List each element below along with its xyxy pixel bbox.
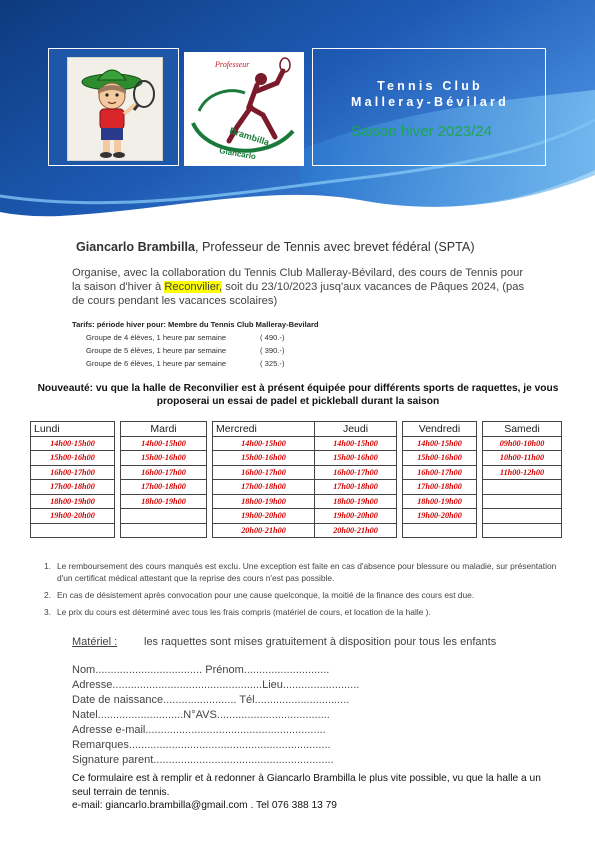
time-slot: 18h00-19h00 xyxy=(403,494,477,509)
tarif-price: ( 390.-) xyxy=(260,346,285,355)
schedule-table xyxy=(30,421,562,538)
tarif-item xyxy=(86,333,285,342)
time-slot: 14h00-15h00 xyxy=(31,436,115,451)
professor-logo-panel xyxy=(184,52,304,166)
tarifs-title: Tarifs: période hiver pour: Membre du Tennis Club Malleray-Bevilard xyxy=(72,320,319,329)
time-slot: 15h00-16h00 xyxy=(403,451,477,466)
time-slot xyxy=(483,480,562,495)
closing-text: Ce formulaire est à remplir et à redonner à Giancarlo Brambilla le plus vite possible, vu que la halle a un seul terrain de tennis. xyxy=(72,773,541,798)
rule-number: 1. xyxy=(44,561,51,571)
club-name-line2: Malleray-Bévilard xyxy=(351,95,509,109)
schedule-row xyxy=(31,451,562,466)
day-header: Samedi xyxy=(483,422,562,437)
materiel-label: Matériel : xyxy=(72,636,118,648)
rule-text: Le remboursement des cours manqués est exclu. Une exception est faite en cas d'absence pour blessure ou maladie, sur présentation d'un certificat médical attestant que la reprise des cours n'est pas possible. xyxy=(57,561,557,583)
time-slot xyxy=(121,509,207,524)
club-title-panel xyxy=(312,48,546,166)
time-slot: 17h00-18h00 xyxy=(31,480,115,495)
materiel-text: les raquettes sont mises gratuitement à disposition pour tous les enfants xyxy=(144,636,497,648)
day-header: Jeudi xyxy=(315,422,397,437)
form-field-signature[interactable]: Signature parent........................................................... xyxy=(72,754,334,766)
season-label: Saison hiver 2023/24 xyxy=(351,123,492,140)
news-announcement: Nouveauté: vu que la halle de Reconvilier est à présent équipée pour différents sports de raquettes, je vous proposerai un essai de padel et pickleball durant la saison xyxy=(37,383,559,407)
schedule-row xyxy=(31,523,562,538)
form-field-name[interactable]: Nom................................... Prénom............................ xyxy=(72,664,330,676)
day-header: Mardi xyxy=(121,422,207,437)
tarif-item xyxy=(86,359,285,368)
logo-text-arc2: Giancarlo xyxy=(218,146,257,162)
instructor-line xyxy=(76,240,475,254)
form-field-natel[interactable]: Natel............................N°AVS..................................... xyxy=(72,709,330,721)
time-slot: 17h00-18h00 xyxy=(213,480,315,495)
instructor-name: Giancarlo Brambilla xyxy=(76,240,195,254)
time-slot: 16h00-17h00 xyxy=(403,465,477,480)
time-slot xyxy=(483,523,562,538)
time-slot: 14h00-15h00 xyxy=(121,436,207,451)
club-name-line1: Tennis Club xyxy=(377,79,483,93)
time-slot: 19h00-20h00 xyxy=(403,509,477,524)
rule-item xyxy=(44,589,562,601)
time-slot: 18h00-19h00 xyxy=(213,494,315,509)
location-highlight: Reconvilier, xyxy=(164,281,223,293)
time-slot: 20h00-21h00 xyxy=(213,523,315,538)
time-slot: 18h00-19h00 xyxy=(121,494,207,509)
tarif-item xyxy=(86,346,285,355)
time-slot: 11h00-12h00 xyxy=(483,465,562,480)
schedule-row xyxy=(31,465,562,480)
time-slot: 17h00-18h00 xyxy=(315,480,397,495)
rule-text: Le prix du cours est déterminé avec tous les frais compris (matériel de cours, et location de la halle ). xyxy=(57,607,431,617)
time-slot: 18h00-19h00 xyxy=(31,494,115,509)
tarif-price: ( 325.-) xyxy=(260,359,285,368)
cartoon-logo-panel xyxy=(48,48,179,166)
time-slot: 16h00-17h00 xyxy=(213,465,315,480)
schedule-row xyxy=(31,494,562,509)
tarif-label: Groupe de 5 élèves, 1 heure par semaine xyxy=(86,346,227,355)
time-slot xyxy=(121,523,207,538)
form-field-birthdate[interactable]: Date de naissance........................ Tél............................... xyxy=(72,694,350,706)
day-header: Vendredi xyxy=(403,422,477,437)
time-slot: 15h00-16h00 xyxy=(213,451,315,466)
time-slot: 16h00-17h00 xyxy=(31,465,115,480)
rule-number: 2. xyxy=(44,590,51,600)
time-slot: 15h00-16h00 xyxy=(121,451,207,466)
instructor-role: , Professeur de Tennis avec brevet fédéral (SPTA) xyxy=(194,240,475,254)
time-slot: 14h00-15h00 xyxy=(213,436,315,451)
time-slot: 10h00-11h00 xyxy=(483,451,562,466)
time-slot: 14h00-15h00 xyxy=(403,436,477,451)
time-slot: 09h00-10h00 xyxy=(483,436,562,451)
day-header: Lundi xyxy=(31,422,115,437)
tarif-label: Groupe de 4 élèves, 1 heure par semaine xyxy=(86,333,227,342)
time-slot xyxy=(31,523,115,538)
time-slot: 16h00-17h00 xyxy=(121,465,207,480)
time-slot xyxy=(483,509,562,524)
schedule-row xyxy=(31,436,562,451)
time-slot xyxy=(403,523,477,538)
form-field-address[interactable]: Adresse.................................................Lieu......................... xyxy=(72,679,360,691)
time-slot: 20h00-21h00 xyxy=(315,523,397,538)
form-field-remarks[interactable]: Remarques.................................................................. xyxy=(72,739,331,751)
time-slot: 15h00-16h00 xyxy=(31,451,115,466)
intro-paragraph xyxy=(72,266,532,308)
time-slot: 15h00-16h00 xyxy=(315,451,397,466)
contact-line: e-mail: giancarlo.brambilla@gmail.com . Tel 076 388 13 79 xyxy=(72,800,337,811)
schedule-header-row xyxy=(31,422,562,437)
time-slot: 19h00-20h00 xyxy=(31,509,115,524)
time-slot: 19h00-20h00 xyxy=(213,509,315,524)
cartoon-tennis-player xyxy=(67,57,163,161)
time-slot: 17h00-18h00 xyxy=(403,480,477,495)
logo-text-top: Professeur xyxy=(215,60,250,69)
day-header: Mercredi xyxy=(213,422,315,437)
schedule-row xyxy=(31,480,562,495)
rule-item xyxy=(44,606,562,618)
time-slot: 19h00-20h00 xyxy=(315,509,397,524)
rules-list xyxy=(44,560,562,623)
logo-text-arc1: Brambilla xyxy=(228,125,271,148)
materiel-line xyxy=(72,636,497,648)
paragraph-part1: Organise, avec la collaboration du Tennis Club Malleray-Bévilard, des cours de Tennis pour la saison d'hiver à xyxy=(72,267,524,293)
time-slot xyxy=(483,494,562,509)
time-slot: 18h00-19h00 xyxy=(315,494,397,509)
tarif-price: ( 490.-) xyxy=(260,333,285,342)
rule-number: 3. xyxy=(44,607,51,617)
rule-text: En cas de désistement après convocation pour une cause quelconque, la moitié de la finance des cours est due. xyxy=(57,590,475,600)
rule-item xyxy=(44,560,562,584)
time-slot: 14h00-15h00 xyxy=(315,436,397,451)
paragraph-part2: soit du 23/10/2023 jusq'aux vacances de Pâques 2024, (pas de cours pendant les vacances scolaires) xyxy=(72,281,525,307)
time-slot: 17h00-18h00 xyxy=(121,480,207,495)
time-slot: 16h00-17h00 xyxy=(315,465,397,480)
schedule-row xyxy=(31,509,562,524)
tarif-label: Groupe de 6 élèves, 1 heure par semaine xyxy=(86,359,227,368)
form-field-email[interactable]: Adresse e-mail........................................................... xyxy=(72,724,326,736)
